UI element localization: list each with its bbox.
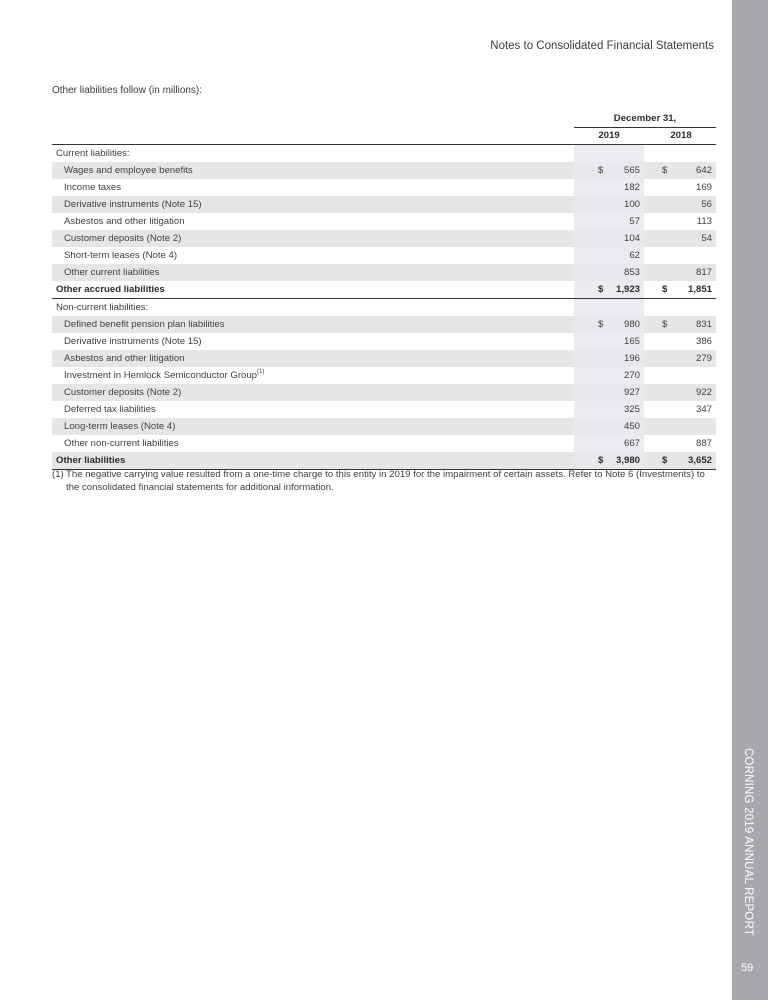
- row-label: Short-term leases (Note 4): [64, 250, 178, 261]
- value-2019: 3,980: [615, 455, 640, 466]
- row-label: Other liabilities: [56, 455, 126, 466]
- table-row: [52, 230, 716, 247]
- currency-symbol: $: [662, 455, 668, 466]
- section-header-row: [52, 299, 716, 316]
- row-label: Customer deposits (Note 2): [64, 387, 182, 398]
- row-label: Asbestos and other litigation: [64, 216, 185, 227]
- table-row: [52, 333, 716, 350]
- row-label: [64, 367, 264, 384]
- value-2018: 642: [695, 165, 712, 176]
- value-2018: 922: [695, 387, 712, 398]
- value-2019: 165: [623, 336, 640, 347]
- value-2018: 3,652: [687, 455, 712, 466]
- row-label: Other non-current liabilities: [64, 438, 179, 449]
- row-label: Other accrued liabilities: [56, 284, 165, 295]
- value-2019: 62: [629, 250, 640, 261]
- value-2018: 56: [701, 199, 712, 210]
- value-2019: 980: [623, 319, 640, 330]
- value-2019: 100: [623, 199, 640, 210]
- year-header-2018: 2018: [670, 130, 692, 141]
- section-header-row: [52, 145, 716, 162]
- currency-symbol: $: [662, 319, 668, 330]
- value-2019: 853: [623, 267, 640, 278]
- value-2019: 270: [623, 370, 640, 381]
- table-row: [52, 316, 716, 333]
- table-row: [52, 350, 716, 367]
- table-row: [52, 264, 716, 281]
- value-2019: 182: [623, 182, 640, 193]
- other-liabilities-table: [52, 112, 716, 470]
- value-2018: 1,851: [687, 284, 712, 295]
- table-row: [52, 435, 716, 452]
- row-label: Current liabilities:: [56, 148, 130, 159]
- table-row: [52, 367, 716, 384]
- value-2019: 927: [623, 387, 640, 398]
- intro-text: Other liabilities follow (in millions):: [52, 85, 203, 96]
- row-label: Derivative instruments (Note 15): [64, 336, 202, 347]
- table-row: [52, 213, 716, 230]
- year-header-2019: 2019: [598, 130, 620, 141]
- row-label: Defined benefit pension plan liabilities: [64, 319, 225, 330]
- footnote-text: The negative carrying value resulted from a one-time charge to this entity in 2019 for the impairment of certain assets. Refer to Note 6 (Investments) to the consolidated financial statements for additional information.: [66, 469, 705, 493]
- row-label: Deferred tax liabilities: [64, 404, 156, 415]
- currency-symbol: $: [598, 319, 604, 330]
- row-label: Other current liabilities: [64, 267, 160, 278]
- table-body: [52, 145, 716, 470]
- footnote: [52, 468, 720, 494]
- value-2019: 450: [623, 421, 640, 432]
- footnote-mark: (1): [52, 469, 64, 480]
- currency-symbol: $: [662, 284, 668, 295]
- value-2019: 104: [623, 233, 640, 244]
- row-label: Non-current liabilities:: [56, 302, 149, 313]
- table-row: [52, 384, 716, 401]
- value-2019: 667: [623, 438, 640, 449]
- value-2019: 325: [623, 404, 640, 415]
- value-2018: 54: [701, 233, 712, 244]
- currency-symbol: $: [598, 284, 604, 295]
- report-title: CORNING 2019 ANNUAL REPORT: [742, 748, 754, 936]
- table-header-period: [52, 112, 716, 128]
- value-2019: 57: [629, 216, 640, 227]
- page-number: 59: [741, 962, 754, 974]
- period-header: December 31,: [613, 113, 677, 124]
- table-row: [52, 179, 716, 196]
- currency-symbol: $: [662, 165, 668, 176]
- row-label-text: Investment in Hemlock Semiconductor Group: [64, 370, 258, 381]
- table-row: [52, 418, 716, 435]
- currency-symbol: $: [598, 455, 604, 466]
- value-2018: 831: [695, 319, 712, 330]
- footnote-ref: (1): [257, 369, 265, 375]
- row-label: Long-term leases (Note 4): [64, 421, 176, 432]
- value-2019: 1,923: [615, 284, 640, 295]
- page-header-title: Notes to Consolidated Financial Statements: [490, 40, 714, 52]
- row-label: Customer deposits (Note 2): [64, 233, 182, 244]
- value-2018: 817: [695, 267, 712, 278]
- value-2019: 565: [623, 165, 640, 176]
- value-2018: 347: [695, 404, 712, 415]
- column-2019-shading: [574, 145, 644, 162]
- row-label: Income taxes: [64, 182, 122, 193]
- value-2018: 113: [696, 216, 712, 227]
- table-header-years: [52, 128, 716, 145]
- table-row: [52, 162, 716, 179]
- value-2018: 887: [695, 438, 712, 449]
- row-label: Asbestos and other litigation: [64, 353, 185, 364]
- row-label: Derivative instruments (Note 15): [64, 199, 202, 210]
- table-row: [52, 196, 716, 213]
- value-2018: 279: [695, 353, 712, 364]
- row-label: Wages and employee benefits: [64, 165, 193, 176]
- value-2018: 386: [695, 336, 712, 347]
- value-2019: 196: [623, 353, 640, 364]
- sidebar: [732, 0, 768, 1000]
- column-2019-shading: [574, 299, 644, 316]
- currency-symbol: $: [598, 165, 604, 176]
- table-row: [52, 247, 716, 264]
- table-row: [52, 401, 716, 418]
- total-row: [52, 281, 716, 299]
- value-2018: 169: [695, 182, 712, 193]
